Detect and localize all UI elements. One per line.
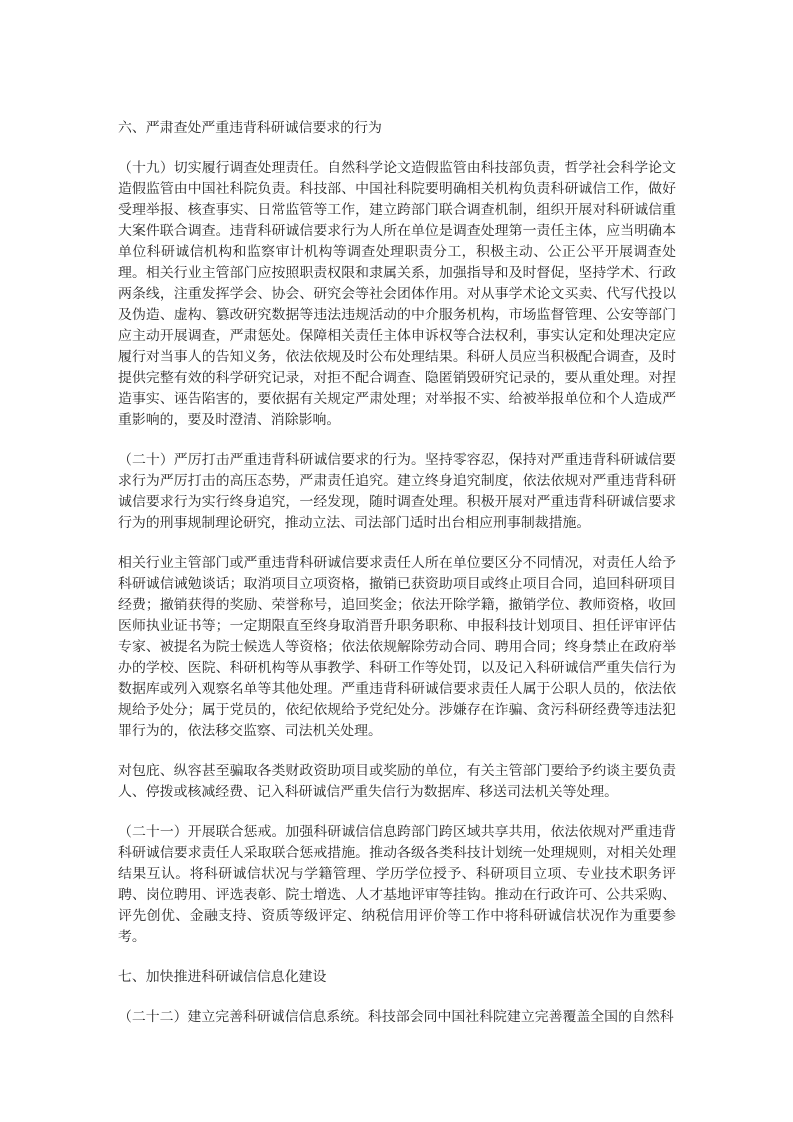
paragraph-sanctions-individuals: 相关行业主管部门或严重违背科研诚信要求责任人所在单位要区分不同情况，对责任人给予科研诚信诫勉谈话；取消项目立项资格，撤销已获资助项目或终止项目合同，追回科研项目经费；撤销获得的奖励、荣誉称号，追回奖金；依法开除学籍，撤销学位、教师资格，收回医师执业证书等；一定期限直至终身取消晋升职务职称、申报科技计划项目、担任评审评估专家、被提名为院士候选人等资格；依法依规解除劳动合同、聘用合同；终身禁止在政府举办的学校、医院、科研机构等从事教学、科研工作等处罚，以及记入科研诚信严重失信行为数据库或列入观察名单等其他处理。严重违背科研诚信要求责任人属于公职人员的，依法依规给予处分；属于党员的，依纪依规给予党纪处分。涉嫌存在诈骗、贪污科研经费等违法犯罪行为的，依法移交监察、司法机关处理。 — [118, 556, 676, 739]
paragraph-sanctions-units: 对包庇、纵容甚至骗取各类财政资助项目或奖励的单位，有关主管部门要给予约谈主要负责人、停拨或核减经费、记入科研诚信严重失信行为数据库、移送司法机关等处理。 — [118, 764, 676, 800]
paragraph-item-21: （二十一）开展联合惩戒。加强科研诚信信息跨部门跨区域共享共用，依法依规对严重违背科研诚信要求责任人采取联合惩戒措施。推动各级各类科技计划统一处理规则，对相关处理结果互认。将科研诚信状况与学籍管理、学历学位授予、科研项目立项、专业技术职务评聘、岗位聘用、评选表彰、院士增选、人才基地评审等挂钩。推动在行政许可、公共采购、评先创优、金融支持、资质等级评定、纳税信用评价等工作中将科研诚信状况作为重要参考。 — [118, 825, 676, 945]
paragraph-item-19: （十九）切实履行调查处理责任。自然科学论文造假监管由科技部负责，哲学社会科学论文造假监管由中国社科院负责。科技部、中国社科院要明确相关机构负责科研诚信工作，做好受理举报、核查事实、日常监管等工作，建立跨部门联合调查机制，组织开展对科研诚信重大案件联合调查。违背科研诚信要求行为人所在单位是调查处理第一责任主体，应当明确本单位科研诚信机构和监察审计机构等调查处理职责分工，积极主动、公正公平开展调查处理。相关行业主管部门应按照职责权限和隶属关系，加强指导和及时督促，坚持学术、行政两条线，注重发挥学会、协会、研究会等社会团体作用。对从事学术论文买卖、代写代投以及伪造、虚构、篡改研究数据等违法违规活动的中介服务机构，市场监督管理、公安等部门应主动开展调查，严肃惩处。保障相关责任主体申诉权等合法权利，事实认定和处理决定应履行对当事人的告知义务，依法依规及时公布处理结果。科研人员应当积极配合调查，及时提供完整有效的科学研究记录，对拒不配合调查、隐匿销毁研究记录的，要从重处理。对捏造事实、诬告陷害的，要依据有关规定严肃处理；对举报不实、给被举报单位和个人造成严重影响的，要及时澄清、消除影响。 — [118, 161, 676, 428]
paragraph-item-22-partial: （二十二）建立完善科研诚信信息系统。科技部会同中国社科院建立完善覆盖全国的自然科 — [118, 1010, 674, 1025]
section-heading-7: 七、加快推进科研诚信信息化建设 — [118, 970, 327, 985]
document-content — [118, 118, 676, 1047]
paragraph-item-20: （二十）严厉打击严重违背科研诚信要求的行为。坚持零容忍，保持对严重违背科研诚信要求行为严厉打击的高压态势，严肃责任追究。建立终身追究制度，依法依规对严重违背科研诚信要求行为实行终身追究，一经发现，随时调查处理。积极开展对严重违背科研诚信要求行为的刑事规制理论研究，推动立法、司法部门适时出台相应刑事制裁措施。 — [118, 453, 676, 531]
section-heading-6: 六、严肃查处严重违背科研诚信要求的行为 — [118, 121, 382, 136]
